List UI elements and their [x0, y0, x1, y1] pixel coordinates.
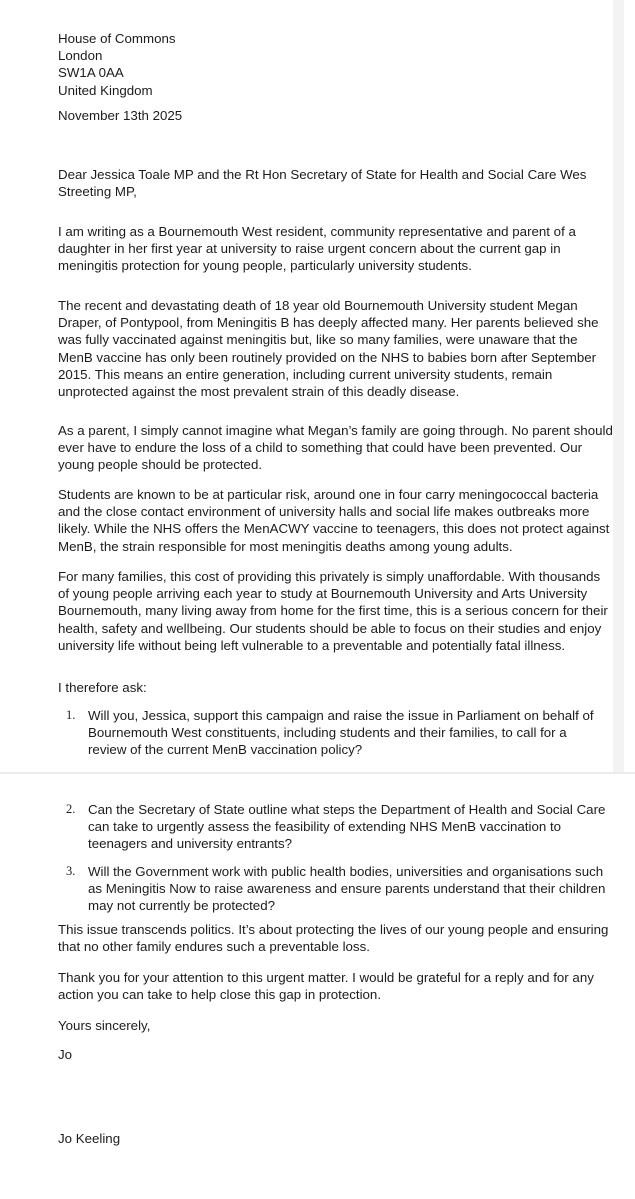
address-line: House of Commons — [58, 31, 176, 46]
salutation: Dear Jessica Toale MP and the Rt Hon Secretary of State for Health and Social Care Wes Streeting MP, — [58, 167, 587, 200]
letter-date: November 13th 2025 — [58, 108, 183, 123]
paragraph-thanks: Thank you for your attention to this urgent matter. I would be grateful for a reply and for any action you can take to help close this gap in protection. — [58, 970, 594, 1003]
paragraph-students: Students are known to be at particular risk, around one in four carry meningococcal bacteria and the close contact environment of university halls and social life makes outbreaks more likely. While the NHS offers the MenACWY vaccine to teenagers, this does not protect against MenB, the strain responsible for most meningitis deaths among young adults. — [58, 487, 610, 554]
paragraph-megan: The recent and devastating death of 18 year old Bournemouth University student Megan Draper, of Pontypool, from Meningitis B has deeply affected many. Her parents believed she was fully vaccinated against meningitis but, like so many families, were unaware that the MenB vaccine has only been routinely provided on the NHS to babies born after September 2015. This means an entire generation, including current university students, remain unprotected against the most prevalent strain of this deadly disease. — [58, 298, 599, 400]
request-number: 2. — [66, 802, 76, 816]
signoff: Yours sincerely, — [58, 1018, 151, 1033]
paragraph-parent: As a parent, I simply cannot imagine what Megan’s family are going through. No parent should ever have to endure the loss of a child to something that could have been prevented. Our young people should be protected. — [58, 423, 613, 473]
signature: Jo — [58, 1047, 73, 1062]
request-number: 1. — [66, 708, 76, 722]
request-text: Will you, Jessica, support this campaign and raise the issue in Parliament on behalf of Bournemouth West constituents, including students and their families, to call for a review of the current MenB vaccination policy? — [88, 708, 594, 758]
address-line: United Kingdom — [58, 82, 153, 98]
recipient-address — [58, 30, 613, 99]
paragraph-intro: I am writing as a Bournemouth West resident, community representative and parent of a daughter in her first year at university to raise urgent concern about the current gap in meningitis protection for young people, particularly university students. — [58, 224, 576, 274]
request-text: Will the Government work with public health bodies, universities and organisations such as Meningitis Now to raise awareness and ensure parents understand that their children may not currently be protected? — [88, 864, 606, 914]
letter-page-2 — [0, 774, 624, 1199]
paragraph-cost: For many families, this cost of providing this privately is simply unaffordable. With thousands of young people arriving each year to study at Bournemouth University and Arts University Bournemouth, many living away from home for the first time, this is a serious concern for their health, safety and wellbeing. Our students should be able to focus on their studies and enjoy university life without being left vulnerable to a preventable and potentially fatal illness. — [58, 569, 608, 653]
signatory-name: Jo Keeling — [58, 1131, 121, 1146]
address-line: London — [58, 48, 103, 64]
page-edge — [613, 0, 624, 772]
paragraph-politics: This issue transcends politics. It’s about protecting the lives of our young people and ensuring that no other family endures such a preventable loss. — [58, 922, 609, 955]
request-number: 3. — [66, 864, 76, 878]
address-line: SW1A 0AA — [58, 65, 124, 81]
paragraph-ask: I therefore ask: — [58, 680, 147, 695]
request-text: Can the Secretary of State outline what steps the Department of Health and Social Care can take to urgently assess the feasibility of extending NHS MenB vaccination to teenagers and university entrants? — [88, 802, 606, 852]
